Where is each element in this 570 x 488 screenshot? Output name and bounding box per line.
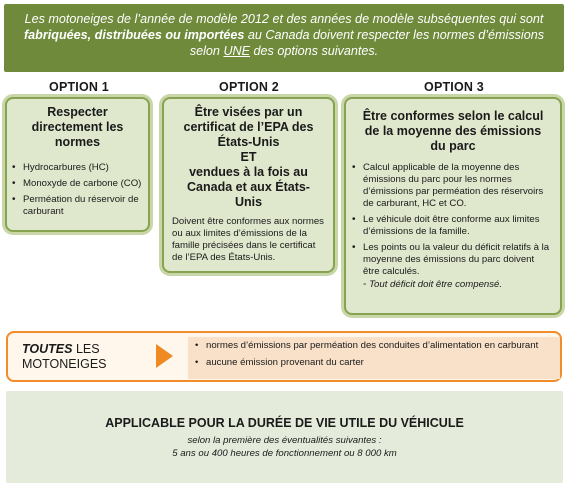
option-1-heading: Respecter directement les normes [31,105,124,149]
requirement-item: • normes d’émissions par perméation des conduites d’alimentation en carburant [188,340,560,352]
requirement-item: • aucune émission provenant du carter [188,357,560,369]
all-snowmobiles-requirements [188,337,560,379]
all-label-rest: LES [72,342,100,356]
option-1-item: • Perméation du réservoir de carburant [10,194,148,218]
option-3-subnote-text: Tout déficit doit être compensé. [369,279,503,290]
option-2-heading-a: Être visées par un certificat de l’EPA des États-Unis [183,105,314,149]
option-3-title: OPTION 3 [424,80,484,94]
intro-line-2 [16,27,552,43]
intro-line-2-rest: au Canada doivent respecter les normes d’émissions [244,28,545,42]
intro-emphasis: fabriquées, distribuées ou importées [23,28,245,42]
option-3-item: • Le véhicule doit être conforme aux limites d’émissions de la famille. [350,214,552,238]
option-2-heading-and: ET [240,150,257,164]
option-3-heading: Être conformes selon le calcul de la moyenne des émissions du parc [362,109,544,153]
option-2-title: OPTION 2 [219,80,279,94]
arrow-right-icon [156,344,173,368]
option-3-subnote: ◦ Tout déficit doit être compensé. [363,279,503,290]
intro-line-3-pre: selon [189,44,224,58]
all-snowmobiles-label [22,342,107,372]
option-1-list [7,162,148,218]
intro-line-3 [16,43,552,59]
useful-life-box [6,391,563,483]
useful-life-line-2: 5 ans ou 400 heures de fonctionnement ou 8 000 km [172,448,397,459]
all-snowmobiles-box [6,331,562,382]
option-2-text: Doivent être conformes aux normes ou aux limites d’émissions de la famille précisées dans le certificat de l’EPA des États-Unis. [172,216,324,263]
all-label-line-2: MOTONEIGES [22,357,107,371]
option-1-item: • Hydrocarbures (HC) [10,162,148,174]
intro-banner [4,4,564,72]
option-1-item: • Monoxyde de carbone (CO) [10,178,148,190]
option-3-item: • Calcul applicable de la moyenne des émissions du parc pour les normes d’émissions par perméation des réservoirs de carburant, HC et CO. [350,162,552,210]
intro-underline: UNE [223,44,251,58]
useful-life-heading: APPLICABLE POUR LA DURÉE DE VIE UTILE DU VÉHICULE [105,416,464,430]
option-2-heading-b: vendues à la fois au Canada et aux États-Unis [187,165,310,209]
option-3-list [346,162,560,278]
option-3-item: • Les points ou la valeur du déficit relatifs à la moyenne des émissions du parc doivent être calculés. [350,242,552,278]
intro-line-1: Les motoneiges de l’année de modèle 2012 et des années de modèle subséquentes qui sont [24,12,544,26]
all-emphasis: TOUTES [22,342,73,356]
option-3-card [344,97,562,315]
intro-line-3-post: des options suivantes. [250,44,379,58]
option-1-card [5,97,150,232]
useful-life-line-1: selon la première des éventualités suivantes : [187,435,382,446]
option-1-title: OPTION 1 [49,80,109,94]
option-2-card [162,97,335,273]
